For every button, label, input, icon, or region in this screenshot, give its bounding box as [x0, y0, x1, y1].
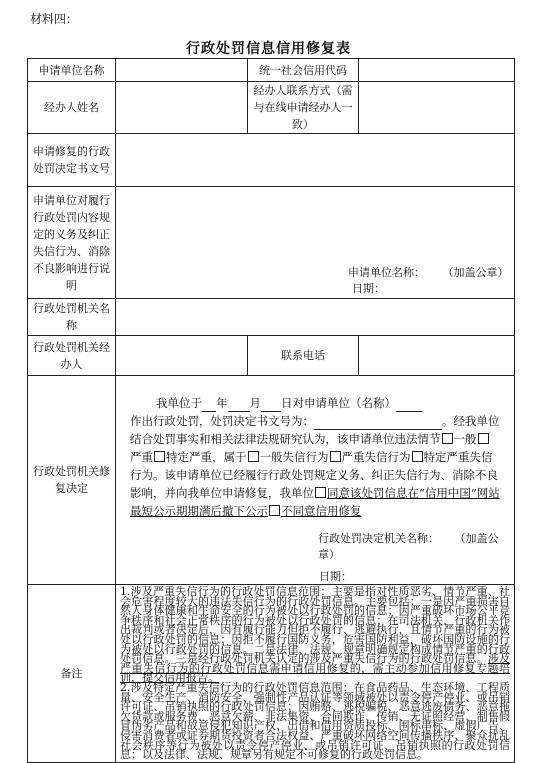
- checkbox-especially-dishonest[interactable]: [412, 451, 423, 462]
- checkbox-general-dishonest[interactable]: [248, 451, 259, 462]
- handler-contact-field[interactable]: [359, 82, 515, 134]
- checkbox-serious[interactable]: [478, 433, 489, 444]
- material-label: 材料四：: [30, 12, 79, 26]
- remarks-label: 备注: [28, 585, 116, 763]
- page-title: 行政处罚信息信用修复表: [186, 41, 351, 57]
- checkbox-serious-dishonest[interactable]: [330, 451, 341, 462]
- repair-form-table: [27, 58, 515, 763]
- credit-code-label: 统一社会信用代码: [248, 59, 359, 82]
- handler-contact-label: 经办人联系方式（需与在线申请经办人一致）: [248, 82, 359, 134]
- applicant-unit-field[interactable]: [116, 59, 248, 82]
- performance-statement-field[interactable]: [116, 187, 515, 299]
- decision-authority-sign-label: 行政处罚决定机关名称：: [318, 532, 439, 545]
- handler-name-field[interactable]: [116, 82, 248, 134]
- contact-phone-field[interactable]: [359, 336, 515, 376]
- decision-doc-no-field[interactable]: [116, 134, 515, 187]
- note-1-text: 1.涉及严重失信行为的行政处罚信息范围：主要是指对性质恶劣、情节严重、社会危害程度较大的违法失信行为的行政处罚信息。主要包括：一是因严重损害自然人身体健康和生命安全的行为被处以行政处罚的信息；因严重破坏市场公平竞争秩序和社会正常秩序的行为被处以行政处罚的信息；在司法机关、行政机关作出裁判或者决定后，因有履行能力但拒不履行、逃避执行，且情节严重的行为被处以行政处罚的信息；因拒不履行国防义务，危害国防利益，破坏国防设施的行为被处以行政处罚的信息。二是法律、法规、规章明确规定构成情节严重的行政处罚信息。三是经行政处罚机关认定的涉及严重失信行为的行政处罚信息。: [120, 585, 510, 666]
- checkbox-agree[interactable]: [315, 487, 326, 498]
- repair-decision-label: 行政处罚机关修复决定: [28, 376, 116, 585]
- seal-label: （加盖公章）: [442, 266, 509, 279]
- decision-paragraph: 我单位于 年 月 日对申请单位（名称） 作出行政处罚，处罚决定书文号为： 。经我单位结合处罚事实和相关法律法规研究认为，该申请单位违法情节 一般严重 特定严重，属于 一般失信行为 严重失信行为 特定严重失信行为。该申请单位已经履行行政处罚规定义务、纠正失信行为、消除不良影响，并向我单位申请修复，我单位 同意该处罚信息在“信用中国”网站最短公示期期满后撤下公示 不同意信用修复: [130, 396, 500, 518]
- applicant-unit-label: 申请单位名称: [28, 59, 116, 82]
- note-1-underlined: 涉及严重失信行为的行政处罚信息需申请信用修复的，需主动参加信用修复专题培训，提交信用报告。: [120, 652, 511, 685]
- checkbox-especially-serious[interactable]: [154, 451, 165, 462]
- applicant-date-label: 日期：: [352, 282, 385, 295]
- credit-code-field[interactable]: [359, 59, 515, 82]
- authority-name-field[interactable]: [116, 299, 515, 336]
- remarks-note: [116, 585, 515, 763]
- decision-date-label: 日期：: [319, 570, 352, 583]
- checkbox-general[interactable]: [442, 433, 453, 444]
- applicant-sign-label: 申请单位名称：: [348, 266, 425, 279]
- decision-seal-label: （加盖公章）: [318, 532, 499, 561]
- authority-name-label: 行政处罚机关名称: [28, 299, 116, 336]
- contact-phone-label: 联系电话: [248, 336, 359, 376]
- authority-handler-field[interactable]: [116, 336, 248, 376]
- decision-doc-no-label: 申请修复的行政处罚决定书文号: [28, 134, 116, 187]
- handler-name-label: 经办人姓名: [28, 82, 116, 134]
- note-2-text: 2.涉及特定严重失信行为的行政处罚信息范围：在食品药品、生态环境、工程质量、安全生产、消防安全、强制性产品认证等领域被处以责令停产停业、或吊销许可证、吊销执照的行政处罚信息；因贿赂、逃税骗税、恶意逃废债务、恶意拖欠货款或服务费、恶意欠薪、非法集资、合同欺诈、传销、无证照经营、制售假冒伪劣产品和故意侵犯知识产权、出借和借用资质投标、围标串标、虚假广告、侵害消费者或证券期货投资者合法权益、严重破坏网络空间传播秩序、聚众扰乱社会秩序等行为被处以责令停产停业、或吊销许可证、吊销执照的行政处罚信息；以及法律、法规、规章另有规定不可修复的行政处罚信息。: [120, 680, 510, 762]
- checkbox-disagree[interactable]: [269, 505, 280, 516]
- applicant-sign-line: [116, 264, 514, 280]
- decision-sign-line: [116, 530, 514, 562]
- repair-decision-cell: [116, 376, 515, 585]
- performance-statement-label: 申请单位对履行行政处罚内容规定的义务及纠正失信行为、消除不良影响进行说明: [28, 187, 116, 299]
- authority-handler-label: 行政处罚机关经办人: [28, 336, 116, 376]
